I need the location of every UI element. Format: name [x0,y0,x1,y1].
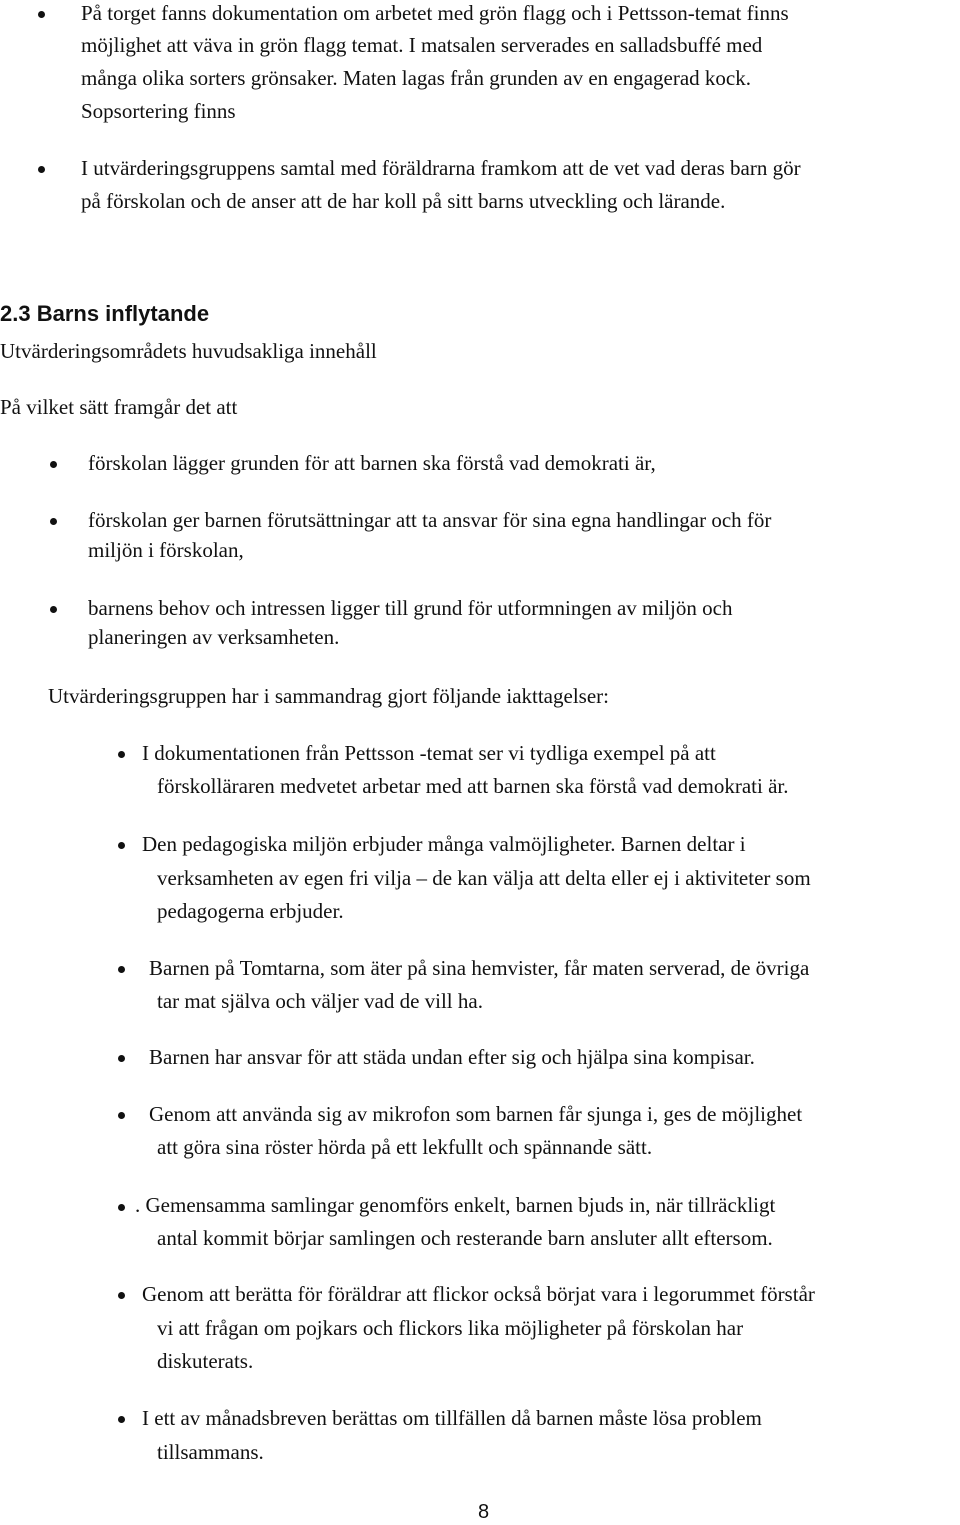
section-subheading: Utvärderingsområdets huvudsakliga innehåll [0,339,377,363]
text-line: I dokumentationen från Pettsson -temat ser vi tydliga exempel på att [142,741,716,765]
bullet-icon [118,842,125,849]
text-line: Barnen på Tomtarna, som äter på sina hemvister, får maten serverad, de övriga [149,956,810,980]
text-line: Barnen har ansvar för att städa undan efter sig och hjälpa sina kompisar. [149,1045,755,1069]
text-line: verksamheten av egen fri vilja – de kan välja att delta eller ej i aktiviteter som [157,866,811,890]
bullet-icon [118,1292,125,1299]
section-intro: På vilket sätt framgår det att [0,395,238,419]
bullet-icon [118,1204,125,1211]
text-line: tar mat själva och väljer vad de vill ha. [157,989,483,1013]
text-line: möjlighet att väva in grön flagg temat. I matsalen serverades en salladsbuffé med [81,33,763,57]
text-line: Genom att berätta för föräldrar att flickor också börjat vara i legorummet förstår [142,1282,815,1306]
text-line: på förskolan och de anser att de har koll på sitt barns utveckling och lärande. [81,189,726,213]
bullet-icon [118,1416,125,1423]
text-line: I ett av månadsbreven berättas om tillfällen då barnen måste lösa problem [142,1406,762,1430]
text-line: många olika sorters grönsaker. Maten lagas från grunden av en engagerad kock. [81,66,752,90]
text-line: antal kommit börjar samlingen och resterande barn ansluter allt eftersom. [157,1226,773,1250]
text-line: miljön i förskolan, [88,538,244,562]
bullet-icon [118,1112,125,1119]
text-line: diskuterats. [157,1349,254,1373]
text-line: . Gemensamma samlingar genomförs enkelt, barnen bjuds in, när tillräckligt [135,1193,776,1217]
text-line: tillsammans. [157,1440,264,1464]
text-line: I utvärderingsgruppens samtal med föräldrarna framkom att de vet vad deras barn gör [81,156,801,180]
bullet-icon [50,461,57,468]
bullet-icon [118,966,125,973]
bullet-icon [50,606,57,613]
bullet-icon [118,751,125,758]
bullet-icon [118,1055,125,1062]
text-line: förskolan lägger grunden för att barnen ska förstå vad demokrati är, [88,451,656,475]
text-line: På torget fanns dokumentation om arbetet med grön flagg och i Pettsson-temat finns [81,1,789,25]
text-line: att göra sina röster hörda på ett lekfullt och spännande sätt. [157,1135,653,1159]
bullet-icon [38,166,45,173]
page-number: 8 [478,1501,490,1523]
text-line: Genom att använda sig av mikrofon som barnen får sjunga i, ges de möjlighet [149,1102,803,1126]
bullet-icon [38,11,45,18]
section-heading: 2.3 Barns inflytande [0,301,210,326]
text-line: Sopsortering finns [81,99,236,123]
text-line: pedagogerna erbjuder. [157,899,344,923]
bullet-icon [50,518,57,525]
text-line: förskolan ger barnen förutsättningar att ta ansvar för sina egna handlingar och för [88,508,772,532]
text-line: förskolläraren medvetet arbetar med att barnen ska förstå vad demokrati är. [157,774,789,798]
text-line: Den pedagogiska miljön erbjuder många valmöjligheter. Barnen deltar i [142,832,746,856]
summary-intro: Utvärderingsgruppen har i sammandrag gjort följande iakttagelser: [48,684,609,708]
text-line: planeringen av verksamheten. [88,625,340,649]
text-line: vi att frågan om pojkars och flickors lika möjligheter på förskolan har [157,1316,744,1340]
text-line: barnens behov och intressen ligger till grund för utformningen av miljön och [88,596,733,620]
